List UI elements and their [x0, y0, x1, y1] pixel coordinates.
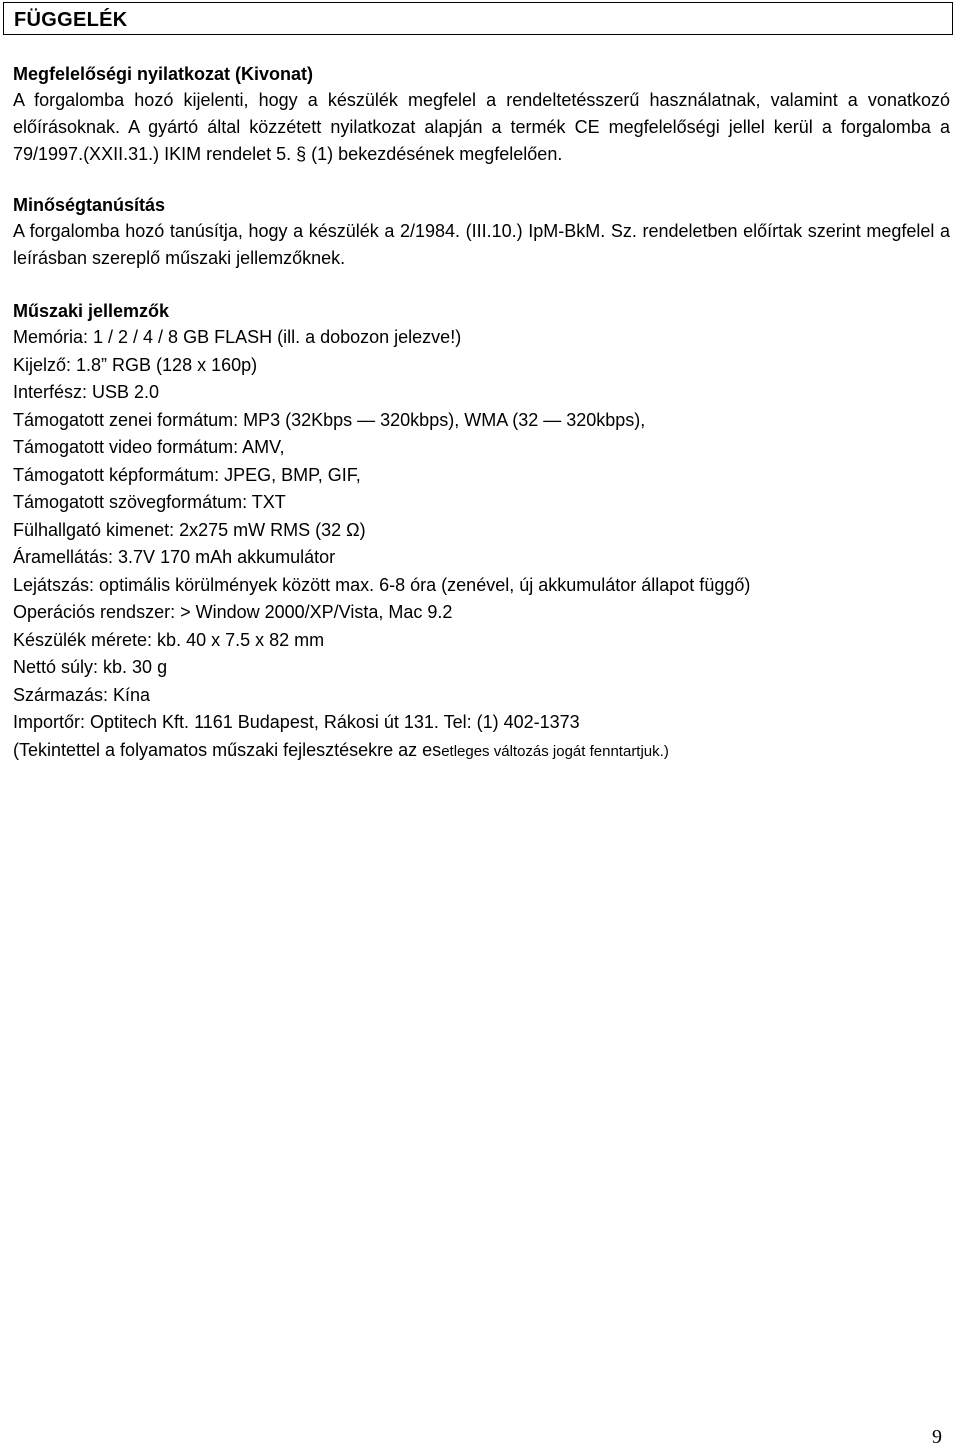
spec-item-memory: Memória: 1 / 2 / 4 / 8 GB FLASH (ill. a dobozon jelezve!) — [13, 327, 462, 347]
spec-item-dimensions: Készülék mérete: kb. 40 x 7.5 x 82 mm — [13, 629, 325, 650]
section-spacer — [13, 272, 950, 299]
spec-footnote-small: etleges változás jogát fenntartjuk.) — [441, 742, 669, 760]
document-content — [13, 62, 950, 765]
section-spacer — [13, 168, 950, 193]
declaration-section — [13, 62, 950, 168]
specs-list — [13, 324, 950, 765]
spec-item-operating-system: Operációs rendszer: > Window 2000/XP/Vista, Mac 9.2 — [13, 602, 453, 622]
quality-heading: Minőségtanúsítás — [13, 195, 166, 215]
quality-section — [13, 193, 950, 272]
spec-item-power-supply: Áramellátás: 3.7V 170 mAh akkumulátor — [13, 547, 336, 567]
spec-item-display: Kijelző: 1.8” RGB (128 x 160p) — [13, 354, 258, 375]
appendix-title: FÜGGELÉK — [14, 9, 128, 31]
spec-item-origin: Származás: Kína — [13, 684, 151, 705]
declaration-text: A forgalomba hozó kijelenti, hogy a készülék megfelel a rendeltetésszerű használatnak, valamint a vonatkozó előírásoknak. A gyártó által közzétett nyilatkozat alapján a termék CE megfelelőségi jellel kerül a forgalomba a 79/1997.(XXII.31.) IKIM rendelet 5. § (1) bekezdésének megfelelően. — [13, 90, 950, 164]
spec-item-net-weight: Nettó súly: kb. 30 g — [13, 657, 168, 677]
spec-item-playback-time: Lejátszás: optimális körülmények között max. 6-8 óra (zenével, új akkumulátor állapot függő) — [13, 574, 751, 595]
spec-item-image-format: Támogatott képformátum: JPEG, BMP, GIF, — [13, 464, 361, 485]
appendix-header-box — [3, 2, 953, 35]
quality-text: A forgalomba hozó tanúsítja, hogy a készülék a 2/1984. (III.10.) IpM-BkM. Sz. rendeletben előírtak szerint megfelel a leírásban szereplő műszaki jellemzőknek. — [13, 221, 950, 268]
spec-footnote — [13, 737, 950, 766]
spec-item-interface: Interfész: USB 2.0 — [13, 382, 160, 402]
spec-footnote-main: (Tekintettel a folyamatos műszaki fejlesztésekre az es — [13, 739, 442, 760]
page-number: 9 — [932, 1426, 942, 1448]
spec-item-audio-format: Támogatott zenei formátum: MP3 (32Kbps — 320kbps), WMA (32 — 320kbps), — [13, 409, 646, 430]
spec-item-text-format: Támogatott szövegformátum: TXT — [13, 492, 286, 512]
specs-heading: Műszaki jellemzők — [13, 301, 170, 321]
spec-item-video-format: Támogatott video formátum: AMV, — [13, 437, 285, 457]
spec-item-importer: Importőr: Optitech Kft. 1161 Budapest, Rákosi út 131. Tel: (1) 402-1373 — [13, 712, 580, 732]
specs-section — [13, 299, 950, 765]
spec-item-headphone-output: Fülhallgató kimenet: 2x275 mW RMS (32 Ω) — [13, 519, 366, 540]
declaration-heading: Megfelelőségi nyilatkozat (Kivonat) — [13, 64, 314, 84]
